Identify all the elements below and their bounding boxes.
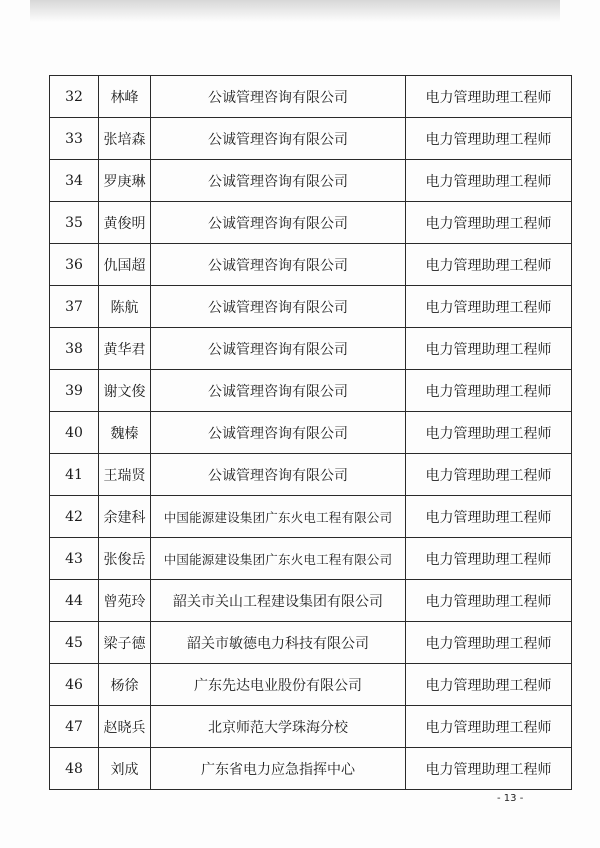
row-title: 电力管理助理工程师 [406, 370, 572, 412]
row-title: 电力管理助理工程师 [406, 76, 572, 118]
row-title: 电力管理助理工程师 [406, 118, 572, 160]
row-organization: 公诚管理咨询有限公司 [151, 286, 406, 328]
roster-table [49, 75, 572, 790]
row-organization: 公诚管理咨询有限公司 [151, 412, 406, 454]
row-index: 43 [50, 538, 99, 580]
row-name: 黄华君 [99, 328, 151, 370]
row-organization: 公诚管理咨询有限公司 [151, 328, 406, 370]
row-title: 电力管理助理工程师 [406, 412, 572, 454]
row-organization: 韶关市关山工程建设集团有限公司 [151, 580, 406, 622]
row-title: 电力管理助理工程师 [406, 454, 572, 496]
row-index: 48 [50, 748, 99, 790]
row-name: 梁子德 [99, 622, 151, 664]
table-row [50, 202, 572, 244]
row-organization: 韶关市敏德电力科技有限公司 [151, 622, 406, 664]
row-index: 34 [50, 160, 99, 202]
row-name: 余建科 [99, 496, 151, 538]
row-index: 37 [50, 286, 99, 328]
row-title: 电力管理助理工程师 [406, 244, 572, 286]
table-row [50, 748, 572, 790]
row-name: 仇国超 [99, 244, 151, 286]
row-title: 电力管理助理工程师 [406, 706, 572, 748]
row-organization: 广东先达电业股份有限公司 [151, 664, 406, 706]
row-organization: 公诚管理咨询有限公司 [151, 160, 406, 202]
row-organization: 中国能源建设集团广东火电工程有限公司 [151, 496, 406, 538]
table-row [50, 328, 572, 370]
row-title: 电力管理助理工程师 [406, 286, 572, 328]
row-organization: 北京师范大学珠海分校 [151, 706, 406, 748]
row-organization: 公诚管理咨询有限公司 [151, 76, 406, 118]
row-name: 谢文俊 [99, 370, 151, 412]
table-row [50, 244, 572, 286]
roster-body [50, 76, 572, 790]
row-index: 45 [50, 622, 99, 664]
row-name: 王瑞贤 [99, 454, 151, 496]
row-organization: 中国能源建设集团广东火电工程有限公司 [151, 538, 406, 580]
table-row [50, 370, 572, 412]
row-index: 44 [50, 580, 99, 622]
row-name: 魏榛 [99, 412, 151, 454]
row-name: 张培森 [99, 118, 151, 160]
row-index: 32 [50, 76, 99, 118]
row-organization: 公诚管理咨询有限公司 [151, 202, 406, 244]
table-row [50, 496, 572, 538]
row-name: 曾苑玲 [99, 580, 151, 622]
row-name: 赵晓兵 [99, 706, 151, 748]
row-organization: 广东省电力应急指挥中心 [151, 748, 406, 790]
row-name: 罗庚琳 [99, 160, 151, 202]
table-row [50, 664, 572, 706]
table-row [50, 118, 572, 160]
page-number: - 13 - [497, 793, 524, 804]
row-index: 40 [50, 412, 99, 454]
row-title: 电力管理助理工程师 [406, 580, 572, 622]
table-row [50, 538, 572, 580]
table-row [50, 412, 572, 454]
row-index: 46 [50, 664, 99, 706]
row-title: 电力管理助理工程师 [406, 202, 572, 244]
row-index: 39 [50, 370, 99, 412]
row-title: 电力管理助理工程师 [406, 664, 572, 706]
row-title: 电力管理助理工程师 [406, 328, 572, 370]
row-index: 38 [50, 328, 99, 370]
row-title: 电力管理助理工程师 [406, 538, 572, 580]
row-organization: 公诚管理咨询有限公司 [151, 454, 406, 496]
row-index: 42 [50, 496, 99, 538]
row-index: 47 [50, 706, 99, 748]
table-row [50, 76, 572, 118]
row-name: 张俊岳 [99, 538, 151, 580]
row-name: 黄俊明 [99, 202, 151, 244]
table-row [50, 454, 572, 496]
row-organization: 公诚管理咨询有限公司 [151, 118, 406, 160]
row-title: 电力管理助理工程师 [406, 622, 572, 664]
row-index: 41 [50, 454, 99, 496]
table-row [50, 160, 572, 202]
row-title: 电力管理助理工程师 [406, 748, 572, 790]
row-title: 电力管理助理工程师 [406, 496, 572, 538]
table-row [50, 622, 572, 664]
row-index: 36 [50, 244, 99, 286]
row-index: 33 [50, 118, 99, 160]
row-name: 杨徐 [99, 664, 151, 706]
row-name: 刘成 [99, 748, 151, 790]
row-title: 电力管理助理工程师 [406, 160, 572, 202]
table-row [50, 580, 572, 622]
row-index: 35 [50, 202, 99, 244]
table-row [50, 286, 572, 328]
scan-shadow [30, 0, 560, 22]
row-name: 陈航 [99, 286, 151, 328]
row-organization: 公诚管理咨询有限公司 [151, 370, 406, 412]
row-organization: 公诚管理咨询有限公司 [151, 244, 406, 286]
row-name: 林峰 [99, 76, 151, 118]
table-row [50, 706, 572, 748]
